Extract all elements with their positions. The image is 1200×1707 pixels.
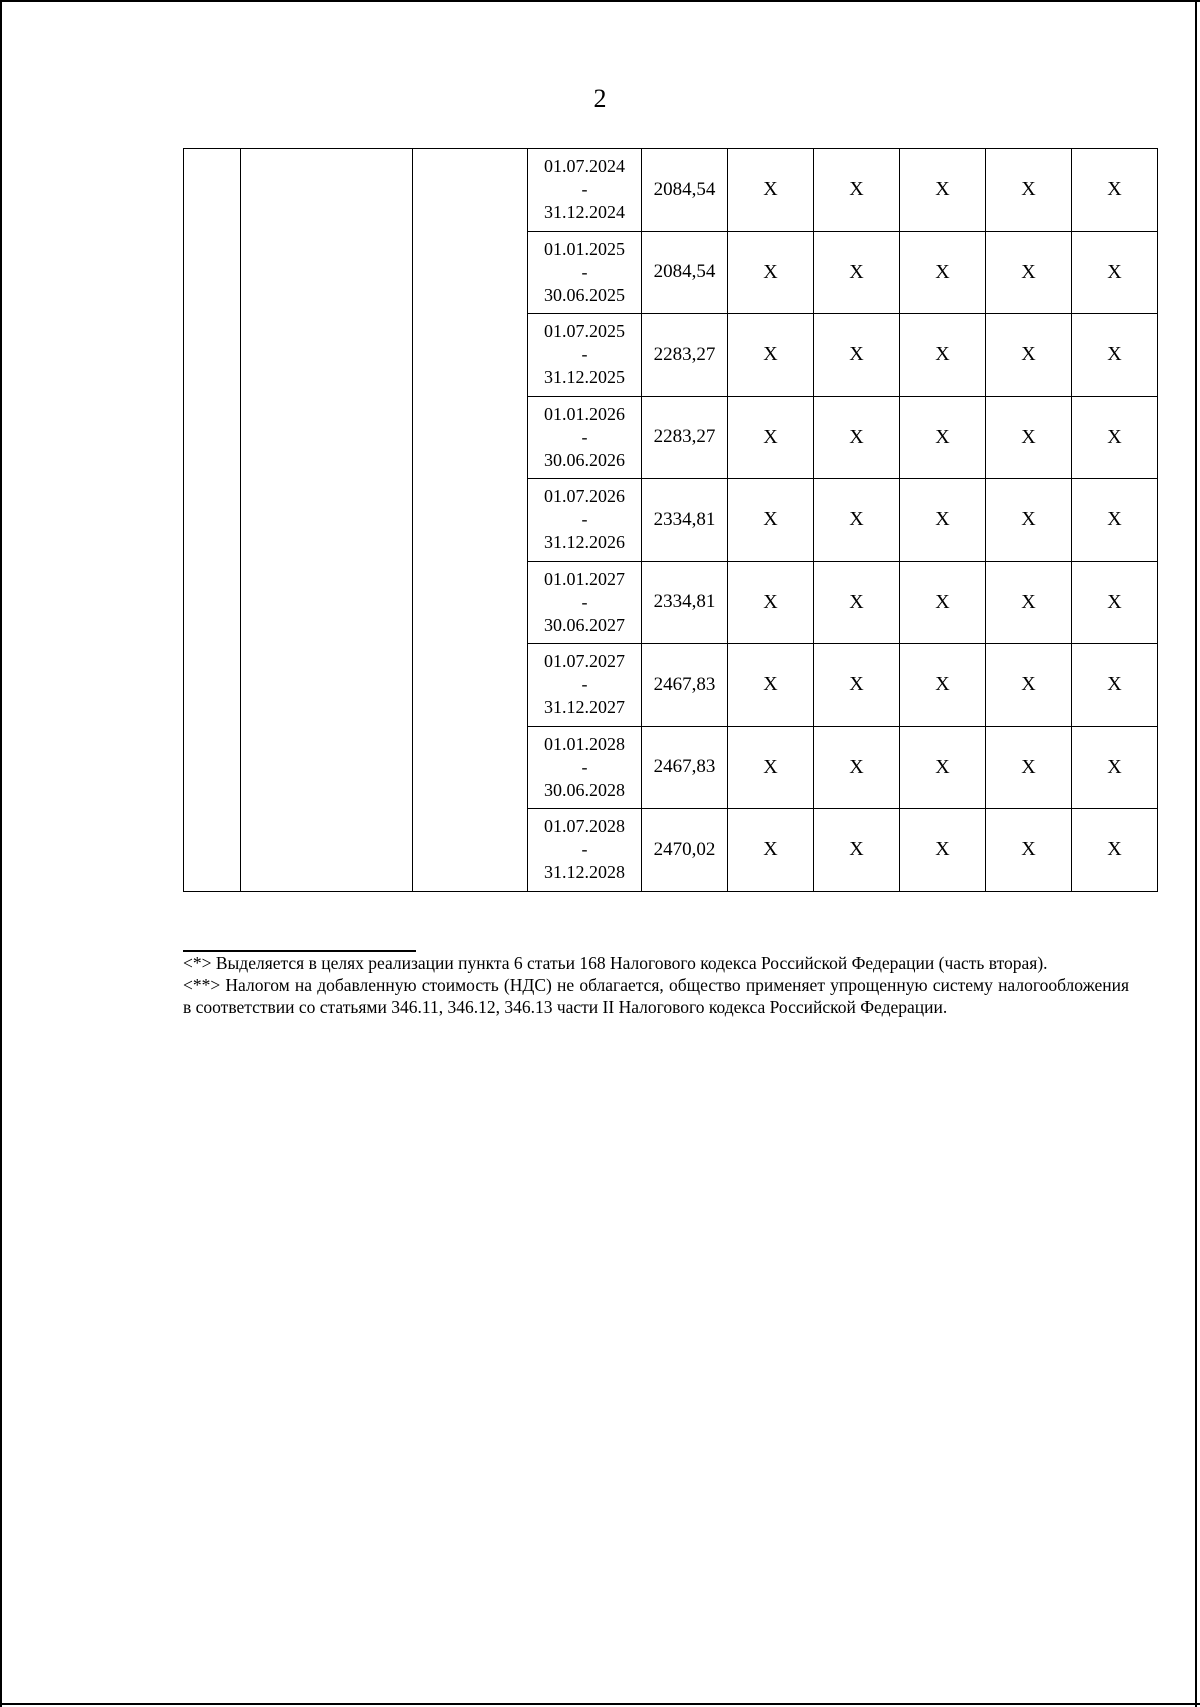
x-mark-cell: X: [728, 479, 814, 562]
x-mark-cell: X: [1072, 479, 1158, 562]
x-mark-cell: X: [728, 231, 814, 314]
period-end: 31.12.2028: [544, 862, 625, 883]
x-mark-cell: X: [1072, 644, 1158, 727]
merged-cell-col-1: [184, 149, 241, 892]
x-mark-cell: X: [900, 479, 986, 562]
footnote-2: <**> Налогом на добавленную стоимость (НДС) не облагается, общество применяет упрощенную систему налогообложения в соответствии со статьями 346.11, 346.12, 346.13 части II Налогового кодекса Российской Федерации.: [183, 975, 1129, 1017]
x-mark-cell: X: [986, 479, 1072, 562]
x-mark-cell: X: [900, 809, 986, 892]
merged-cell-col-2: [241, 149, 413, 892]
x-mark-cell: X: [814, 149, 900, 232]
period-dash: -: [581, 591, 588, 612]
period-start: 01.07.2028: [544, 816, 625, 837]
period-start: 01.07.2024: [544, 156, 625, 177]
period-end: 30.06.2028: [544, 779, 625, 800]
footnotes: [183, 952, 1129, 1018]
x-mark-cell: X: [1072, 726, 1158, 809]
period-cell: [528, 396, 642, 479]
x-mark-cell: X: [1072, 314, 1158, 397]
price-cell: 2467,83: [642, 726, 728, 809]
page-border-top: [0, 0, 1200, 2]
x-mark-cell: X: [900, 231, 986, 314]
x-mark-cell: X: [814, 314, 900, 397]
x-mark-cell: X: [814, 479, 900, 562]
page-number: 2: [593, 84, 607, 113]
period-start: 01.01.2026: [544, 403, 625, 424]
period-cell: [528, 561, 642, 644]
x-mark-cell: X: [900, 726, 986, 809]
x-mark-cell: X: [728, 314, 814, 397]
table-row: [184, 149, 1158, 232]
x-mark-cell: X: [1072, 396, 1158, 479]
merged-cell-col-3: [413, 149, 528, 892]
x-mark-cell: X: [1072, 809, 1158, 892]
x-mark-cell: X: [986, 231, 1072, 314]
x-mark-cell: X: [986, 561, 1072, 644]
x-mark-cell: X: [1072, 561, 1158, 644]
period-dash: -: [581, 179, 588, 200]
tariff-table: [183, 148, 1158, 892]
x-mark-cell: X: [728, 396, 814, 479]
x-mark-cell: X: [814, 644, 900, 727]
period-start: 01.01.2028: [544, 733, 625, 754]
price-cell: 2334,81: [642, 479, 728, 562]
period-start: 01.07.2026: [544, 486, 625, 507]
period-cell: [528, 809, 642, 892]
period-cell: [528, 479, 642, 562]
period-end: 31.12.2027: [544, 697, 625, 718]
period-cell: [528, 314, 642, 397]
page-border-bottom: [0, 1703, 1200, 1705]
x-mark-cell: X: [986, 644, 1072, 727]
price-cell: 2470,02: [642, 809, 728, 892]
period-start: 01.07.2025: [544, 321, 625, 342]
period-end: 31.12.2024: [544, 202, 625, 223]
x-mark-cell: X: [728, 644, 814, 727]
x-mark-cell: X: [986, 314, 1072, 397]
x-mark-cell: X: [900, 561, 986, 644]
price-cell: 2084,54: [642, 231, 728, 314]
x-mark-cell: X: [814, 396, 900, 479]
x-mark-cell: X: [900, 396, 986, 479]
price-cell: 2283,27: [642, 314, 728, 397]
period-dash: -: [581, 261, 588, 282]
x-mark-cell: X: [900, 149, 986, 232]
x-mark-cell: X: [986, 149, 1072, 232]
x-mark-cell: X: [986, 809, 1072, 892]
period-dash: -: [581, 344, 588, 365]
period-dash: -: [581, 756, 588, 777]
period-cell: [528, 149, 642, 232]
x-mark-cell: X: [728, 726, 814, 809]
x-mark-cell: X: [814, 561, 900, 644]
x-mark-cell: X: [900, 314, 986, 397]
x-mark-cell: X: [986, 726, 1072, 809]
x-mark-cell: X: [814, 231, 900, 314]
period-dash: -: [581, 509, 588, 530]
period-end: 30.06.2026: [544, 449, 625, 470]
period-start: 01.07.2027: [544, 651, 625, 672]
price-cell: 2467,83: [642, 644, 728, 727]
period-cell: [528, 231, 642, 314]
period-start: 01.01.2025: [544, 238, 625, 259]
x-mark-cell: X: [728, 149, 814, 232]
x-mark-cell: X: [814, 726, 900, 809]
period-start: 01.01.2027: [544, 568, 625, 589]
x-mark-cell: X: [1072, 149, 1158, 232]
price-cell: 2084,54: [642, 149, 728, 232]
footnote-1: <*> Выделяется в целях реализации пункта 6 статьи 168 Налогового кодекса Российской Федерации (часть вторая).: [183, 953, 1048, 973]
period-end: 30.06.2025: [544, 284, 625, 305]
period-end: 31.12.2025: [544, 367, 625, 388]
period-end: 31.12.2026: [544, 532, 625, 553]
price-cell: 2283,27: [642, 396, 728, 479]
price-cell: 2334,81: [642, 561, 728, 644]
period-cell: [528, 644, 642, 727]
x-mark-cell: X: [728, 809, 814, 892]
period-dash: -: [581, 674, 588, 695]
x-mark-cell: X: [814, 809, 900, 892]
x-mark-cell: X: [986, 396, 1072, 479]
period-end: 30.06.2027: [544, 614, 625, 635]
period-dash: -: [581, 839, 588, 860]
x-mark-cell: X: [900, 644, 986, 727]
period-cell: [528, 726, 642, 809]
x-mark-cell: X: [1072, 231, 1158, 314]
x-mark-cell: X: [728, 561, 814, 644]
page-border-left: [0, 0, 2, 1707]
period-dash: -: [581, 426, 588, 447]
page-border-right: [1195, 0, 1197, 1707]
